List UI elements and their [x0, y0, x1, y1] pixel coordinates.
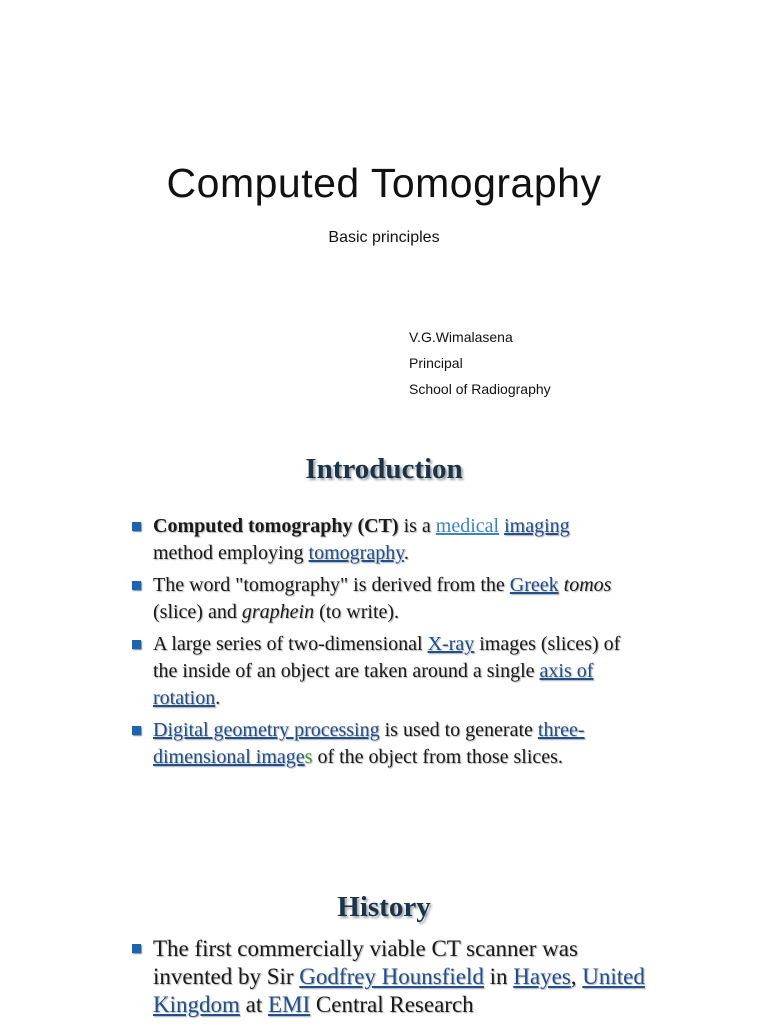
author-org: School of Radiography	[409, 381, 551, 397]
author-role: Principal	[409, 355, 463, 371]
term-graphein: graphein	[241, 601, 315, 623]
text-span: .	[215, 687, 221, 709]
intro-heading: Introduction	[305, 453, 463, 485]
text-span: The first commercially viable CT scanner was invented by Sir	[153, 936, 578, 989]
history-bullet-list	[130, 935, 650, 1024]
list-item	[130, 935, 650, 1019]
text-span: .	[403, 542, 409, 564]
text-span: A large series of two-dimensional	[153, 633, 428, 655]
link-digital-geometry-processing[interactable]: Digital geometry processing	[153, 719, 380, 741]
square-bullet-icon	[132, 522, 141, 531]
text-span: is a	[398, 515, 436, 537]
square-bullet-icon	[132, 581, 141, 590]
square-bullet-icon	[132, 640, 141, 649]
text-span: Central Research	[310, 992, 474, 1017]
list-item	[130, 513, 630, 567]
list-item	[130, 631, 630, 712]
text-span: images (slices) of the inside of an object are taken around a single	[153, 633, 621, 682]
term-ct: Computed tomography (CT)	[153, 515, 399, 537]
term-tomos: tomos	[563, 574, 612, 596]
square-bullet-icon	[132, 726, 141, 735]
author-name: V.G.Wimalasena	[409, 329, 513, 345]
text-span: s	[304, 746, 313, 768]
text-span: of the object from those slices.	[312, 746, 563, 768]
link-tomography[interactable]: tomography	[308, 542, 404, 564]
text-span: (slice) and	[153, 601, 242, 623]
link-three-dimensional-image[interactable]: three-dimensional image	[153, 719, 585, 768]
intro-bullet-list	[130, 513, 630, 776]
history-heading: History	[337, 891, 431, 923]
page-title: Computed Tomography	[166, 160, 602, 206]
text-span: at	[239, 992, 268, 1017]
list-item	[130, 717, 630, 771]
square-bullet-icon	[132, 944, 141, 953]
link-hayes[interactable]: Hayes	[513, 964, 571, 989]
list-item	[130, 572, 630, 626]
link-united-kingdom[interactable]: United Kingdom	[153, 964, 645, 1017]
link-emi[interactable]: EMI	[268, 992, 311, 1017]
author-block	[409, 324, 551, 402]
link-imaging[interactable]: imaging	[504, 515, 570, 537]
link-x-ray[interactable]: X-ray	[427, 633, 475, 655]
link-godfrey-hounsfield[interactable]: Godfrey Hounsfield	[299, 964, 484, 989]
link-medical[interactable]: medical	[435, 515, 500, 537]
text-span: The word "tomography" is derived from the	[153, 574, 510, 596]
link-axis-of-rotation[interactable]: axis of rotation	[153, 660, 594, 709]
text-span: ,	[570, 964, 583, 989]
page-subtitle: Basic principles	[328, 229, 440, 246]
text-span: method employing	[153, 542, 309, 564]
text-span: is used to generate	[379, 719, 538, 741]
text-span: in	[483, 964, 514, 989]
text-span: (to write).	[314, 601, 400, 623]
link-greek[interactable]: Greek	[509, 574, 559, 596]
